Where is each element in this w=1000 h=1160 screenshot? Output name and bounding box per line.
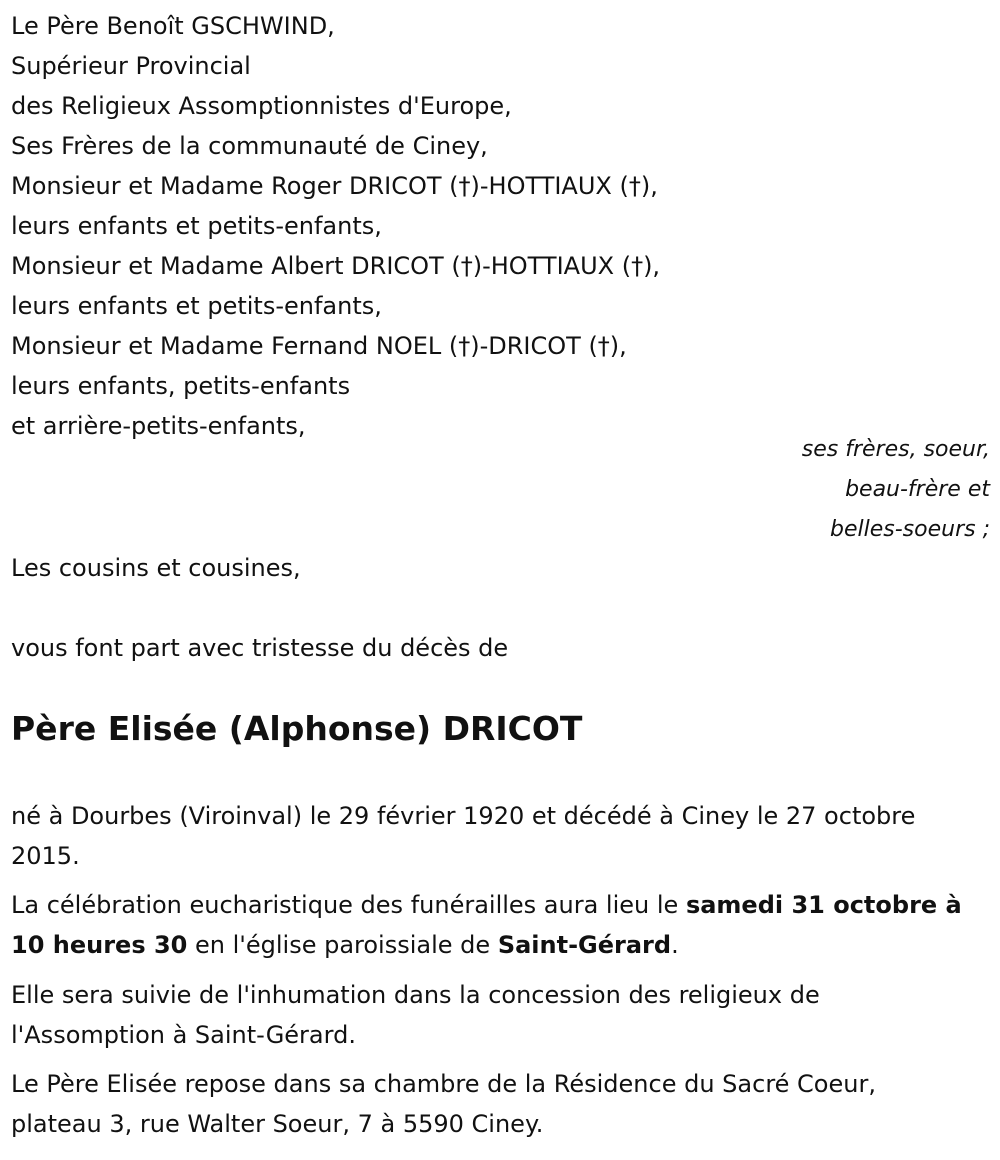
funeral-prefix: La célébration eucharistique des funérailles aura lieu le [11,891,686,919]
family-line: Monsieur et Madame Roger DRICOT (†)-HOTTIAUX (†), [11,172,658,200]
relation-line: beau-frère et [845,477,990,502]
funeral-suffix: . [671,931,679,959]
family-line: leurs enfants, petits-enfants [11,372,351,400]
funeral-middle: en l'église paroissiale de [187,931,498,959]
family-line: et arrière-petits-enfants, [11,412,306,440]
announce-line: vous font part avec tristesse du décès de [11,634,509,662]
family-line: Monsieur et Madame Fernand NOEL (†)-DRICOT (†), [11,332,627,360]
family-line: des Religieux Assomptionnistes d'Europe, [11,92,512,120]
relations-block [802,430,990,550]
funeral-place: Saint-Gérard [497,931,672,959]
cousins-line: Les cousins et cousines, [11,554,301,582]
burial-paragraph: Elle sera suivie de l'inhumation dans la concession des religieux de l'Assomption à Saint-Gérard. [11,981,820,1049]
deceased-name: Père Elisée (Alphonse) DRICOT [11,709,583,748]
family-line: leurs enfants et petits-enfants, [11,292,382,320]
family-line: Ses Frères de la communauté de Ciney, [11,132,488,160]
funeral-date: samedi 31 octobre à 10 heures 30 [11,891,962,959]
family-line: leurs enfants et petits-enfants, [11,212,382,240]
family-list [11,6,660,446]
funeral-paragraph [11,885,971,965]
relation-line: belles-soeurs ; [830,517,990,542]
relation-line: ses frères, soeur, [801,437,990,462]
birth-death-paragraph: né à Dourbes (Viroinval) le 29 février 1920 et décédé à Ciney le 27 octobre 2015. [11,802,916,870]
family-line: Monsieur et Madame Albert DRICOT (†)-HOTTIAUX (†), [11,252,661,280]
resting-paragraph: Le Père Elisée repose dans sa chambre de la Résidence du Sacré Coeur, plateau 3, rue Walter Soeur, 7 à 5590 Ciney. [11,1070,876,1138]
family-line: Supérieur Provincial [11,52,251,80]
family-line: Le Père Benoît GSCHWIND, [11,12,335,40]
